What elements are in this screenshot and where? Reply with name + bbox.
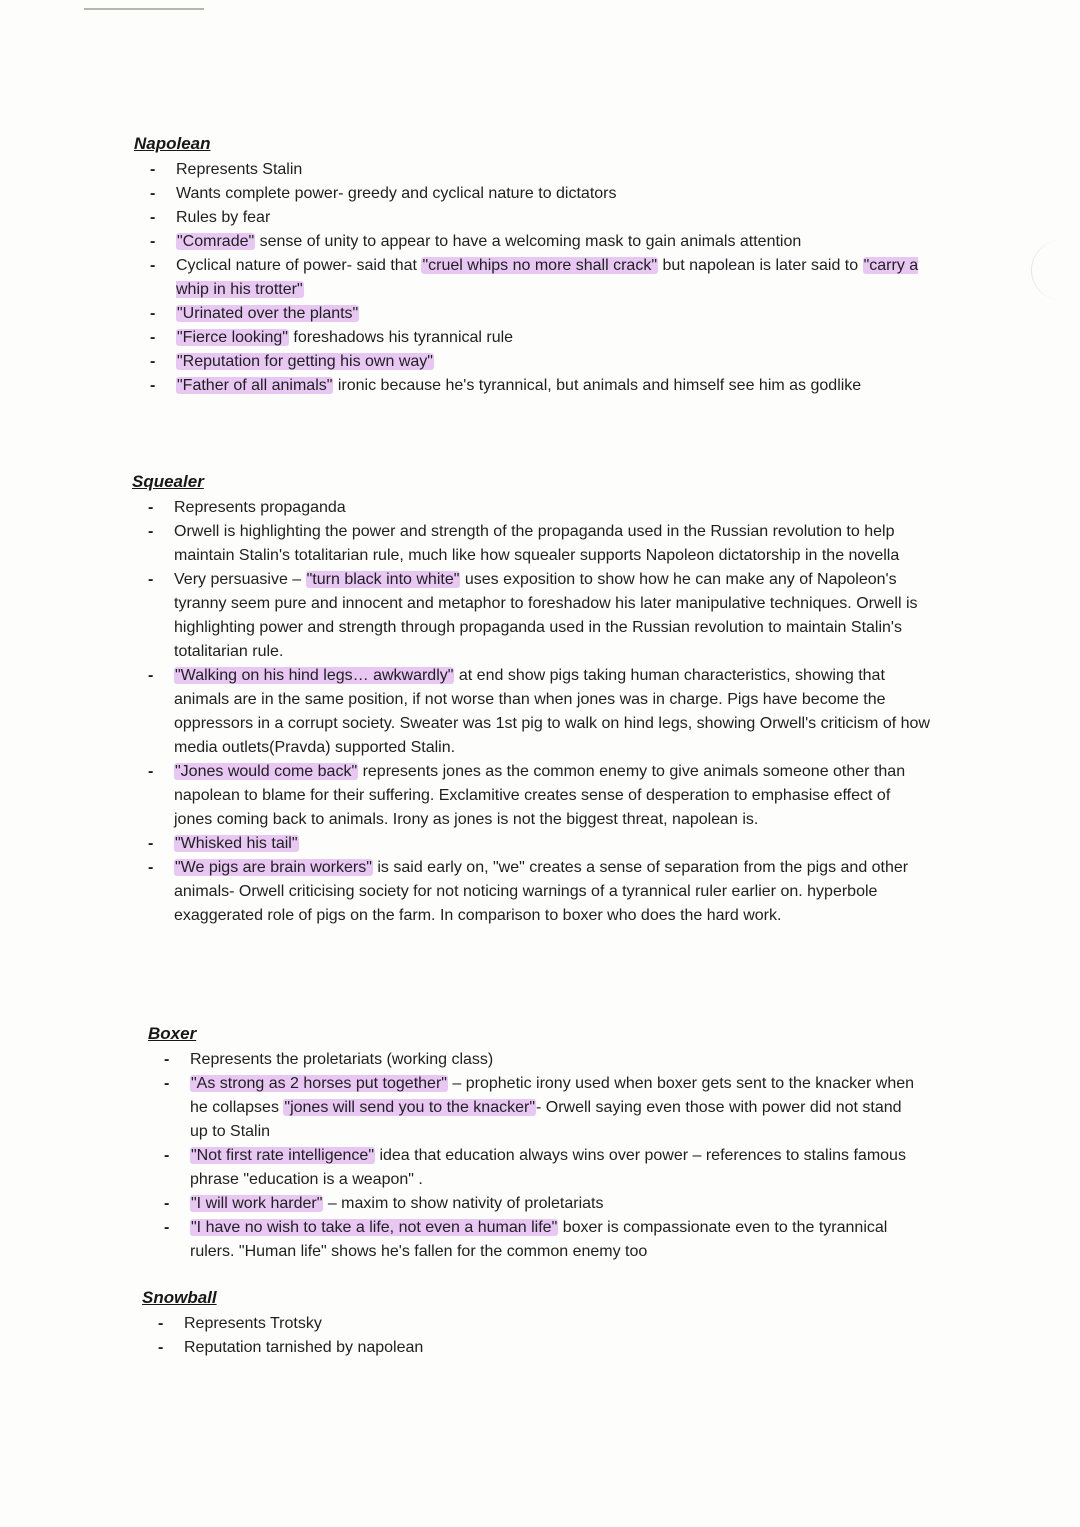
bullet-item	[148, 1048, 918, 1072]
note-text: Reputation tarnished by napolean	[184, 1339, 424, 1356]
highlighted-quote: "I will work harder"	[191, 1195, 323, 1212]
highlighted-quote: "cruel whips no more shall crack"	[422, 257, 658, 274]
note-text: but napolean is later said to	[658, 257, 863, 274]
bullet-list	[148, 1048, 918, 1264]
note-text: is said early on, "we" creates a sense of separation from the pigs and other animals- Orwell criticising society for not noticing warnings of a tyrannical ruler earlier on. hyperbole exaggerated role of pigs on the farm. In comparison to boxer who does the hard work.	[174, 859, 909, 924]
note-text: Represents propaganda	[174, 499, 346, 516]
bullet-item	[148, 1144, 918, 1192]
bullet-item	[132, 832, 932, 856]
note-text: represents jones as the common enemy to give animals someone other than napolean to blame for their suffering. Exclamitive creates sense of desperation to emphasise effect of jones coming back to animals. Irony as jones is not the biggest threat, napolean is.	[174, 763, 906, 828]
note-text: idea that education always wins over power – references to stalins famous phrase "education is a weapon" .	[190, 1147, 906, 1188]
bullet-item	[132, 760, 932, 832]
highlighted-quote: "Reputation for getting his own way"	[177, 353, 433, 370]
note-text: sense of unity to appear to have a welcoming mask to gain animals attention	[255, 233, 802, 250]
bullet-list	[142, 1312, 842, 1360]
bullet-item	[134, 254, 924, 302]
highlighted-quote: "Fierce looking"	[177, 329, 288, 346]
bullet-item	[142, 1312, 842, 1336]
section-heading: Snowball	[142, 1288, 217, 1307]
highlighted-quote: "Walking on his hind legs… awkwardly"	[175, 667, 454, 684]
highlighted-quote: "We pigs are brain workers"	[175, 859, 372, 876]
highlighted-quote: "Father of all animals"	[177, 377, 333, 394]
bullet-item	[134, 374, 924, 398]
section-heading: Boxer	[148, 1024, 197, 1043]
paper-crease	[1031, 240, 1062, 300]
bullet-item	[148, 1192, 918, 1216]
bullet-item	[134, 230, 924, 254]
highlighted-quote: "As strong as 2 horses put together"	[191, 1075, 447, 1092]
note-text: Represents the proletariats (working class)	[190, 1051, 494, 1068]
bullet-item	[132, 568, 932, 664]
bullet-list	[132, 496, 932, 928]
note-text: boxer is compassionate even to the tyrannical rulers. "Human life" shows he's fallen for the common enemy too	[190, 1219, 888, 1260]
bullet-item	[134, 182, 924, 206]
note-text: Represents Stalin	[176, 161, 303, 178]
highlighted-quote: "carry a whip in his trotter"	[176, 257, 919, 298]
section-heading: Napolean	[134, 134, 211, 153]
bullet-item	[134, 206, 924, 230]
bullet-item	[134, 350, 924, 374]
section-squealer	[132, 472, 932, 928]
bullet-item	[148, 1072, 918, 1144]
bullet-item	[132, 856, 932, 928]
note-text: Represents Trotsky	[184, 1315, 322, 1332]
note-text: Cyclical nature of power- said that	[176, 257, 422, 274]
note-text: – maxim to show nativity of proletariats	[323, 1195, 604, 1212]
highlighted-quote: "turn black into white"	[306, 571, 460, 588]
note-text: Very persuasive –	[174, 571, 306, 588]
note-text: at end show pigs taking human characteristics, showing that animals are in the same position, if not worse than when jones was in charge. Pigs have become the oppressors in a corrupt society. Sweater was 1st pig to walk on hind legs, showing Orwell's criticism of how media outlets(Pravda) supported Stalin.	[174, 667, 930, 756]
bullet-item	[134, 326, 924, 350]
bullet-list	[134, 158, 924, 398]
note-text: Rules by fear	[176, 209, 271, 226]
highlighted-quote: "Jones would come back"	[175, 763, 358, 780]
bullet-item	[132, 496, 932, 520]
section-boxer	[148, 1024, 918, 1264]
highlighted-quote: "jones will send you to the knacker"	[284, 1099, 535, 1116]
highlighted-quote: "Comrade"	[177, 233, 255, 250]
note-text: Orwell is highlighting the power and strength of the propaganda used in the Russian revolution to help maintain Stalin's totalitarian rule, much like how squealer supports Napoleon dictatorship in the novella	[174, 523, 900, 564]
highlighted-quote: "I have no wish to take a life, not even a human life"	[191, 1219, 558, 1236]
note-text: - Orwell saying even those with power did not stand up to Stalin	[190, 1099, 902, 1140]
note-text: ironic because he's tyrannical, but animals and himself see him as godlike	[333, 377, 862, 394]
highlighted-quote: "Urinated over the plants"	[177, 305, 359, 322]
note-text: uses exposition to show how he can make any of Napoleon's tyranny seem pure and innocent and metaphor to foreshadow his later manipulative techniques. Orwell is highlighting power and strength through propaganda used in the Russian revolution to maintain Stalin's totalitarian rule.	[174, 571, 918, 660]
bullet-item	[148, 1216, 918, 1264]
bullet-item	[132, 664, 932, 760]
note-text: foreshadows his tyrannical rule	[288, 329, 514, 346]
bullet-item	[142, 1336, 842, 1360]
note-text: – prophetic irony used when boxer gets sent to the knacker when he collapses	[190, 1075, 915, 1116]
bullet-item	[132, 520, 932, 568]
section-heading: Squealer	[132, 472, 204, 491]
bullet-item	[134, 158, 924, 182]
bullet-item	[134, 302, 924, 326]
highlighted-quote: "Not first rate intelligence"	[191, 1147, 374, 1164]
scan-edge-mark	[84, 8, 204, 10]
section-napolean	[134, 134, 924, 398]
note-text: Wants complete power- greedy and cyclical nature to dictators	[176, 185, 617, 202]
section-snowball	[142, 1288, 842, 1360]
highlighted-quote: "Whisked his tail"	[175, 835, 298, 852]
